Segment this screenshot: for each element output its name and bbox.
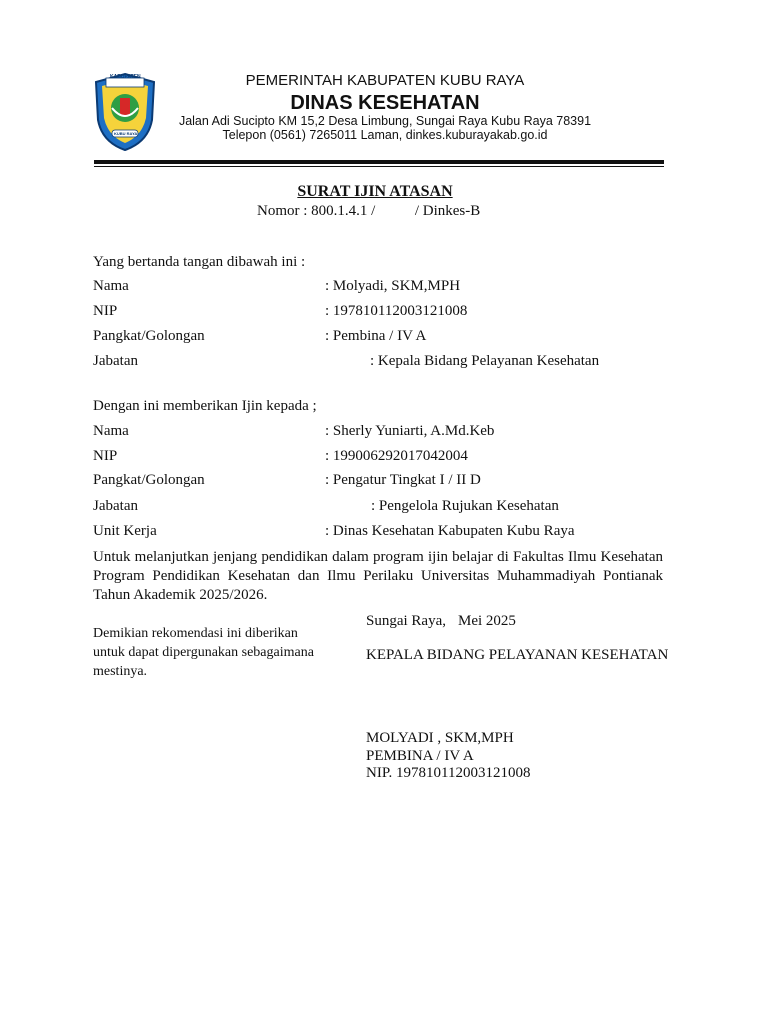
grantee-pangkat-value: : Pengatur Tingkat I / II D <box>325 472 481 488</box>
government-name: PEMERINTAH KABUPATEN KUBU RAYA <box>245 72 525 89</box>
grantee-nama-label: Nama <box>93 423 129 439</box>
signer-pangkat-value: : Pembina / IV A <box>325 328 427 344</box>
signature-name: MOLYADI , SKM,MPH <box>366 730 514 746</box>
agency-contact: Telepon (0561) 7265011 Laman, dinkes.kuburayakab.go.id <box>222 128 548 142</box>
signer-jabatan-label: Jabatan <box>93 353 138 369</box>
signature-place: Sungai Raya, <box>366 613 446 629</box>
number-separator-2: / <box>414 203 420 219</box>
grantee-nama-value: : Sherly Yuniarti, A.Md.Keb <box>325 423 495 439</box>
logo-caption-bottom: KUBU RAYA <box>114 131 138 136</box>
signature-rank: PEMBINA / IV A <box>366 748 474 764</box>
grantee-unit-label: Unit Kerja <box>93 523 157 539</box>
closing-line-1: Demikian rekomendasi ini diberikan <box>93 626 298 641</box>
number-separator-1: / <box>371 203 376 219</box>
grantee-jabatan-label: Jabatan <box>93 498 138 514</box>
grantee-nip-label: NIP <box>93 448 118 464</box>
grantee-unit-value: : Dinas Kesehatan Kabupaten Kubu Raya <box>325 523 575 539</box>
closing-line-3: mestinya. <box>93 664 148 679</box>
signature-date: Mei 2025 <box>458 613 516 629</box>
signer-pangkat-label: Pangkat/Golongan <box>93 328 205 344</box>
header-divider-thin <box>94 166 664 167</box>
closing-line-2: untuk dapat dipergunakan sebagaimana <box>93 645 314 660</box>
regency-logo <box>92 72 158 152</box>
number-code: 800.1.4.1 <box>311 203 368 219</box>
signer-intro: Yang bertanda tangan dibawah ini : <box>93 254 306 270</box>
number-suffix: Dinkes-B <box>422 203 481 219</box>
signer-nama-value: : Molyadi, SKM,MPH <box>325 278 461 294</box>
letter-number <box>257 203 480 220</box>
header-divider-thick <box>94 160 664 164</box>
agency-name: DINAS KESEHATAN <box>290 92 480 114</box>
grantee-pangkat-label: Pangkat/Golongan <box>93 472 205 488</box>
signer-jabatan-value: : Kepala Bidang Pelayanan Kesehatan <box>370 353 600 369</box>
signer-nip-value: : 197810112003121008 <box>325 303 468 319</box>
signer-nip-label: NIP <box>93 303 118 319</box>
grantee-jabatan-value: : Pengelola Rujukan Kesehatan <box>371 498 559 514</box>
grantee-intro: Dengan ini memberikan Ijin kepada ; <box>93 398 317 414</box>
signer-nama-label: Nama <box>93 278 129 294</box>
signature-position: KEPALA BIDANG PELAYANAN KESEHATAN <box>366 647 669 663</box>
logo-caption-top: KABUPATEN <box>110 74 141 80</box>
letter-title: SURAT IJIN ATASAN <box>297 183 453 200</box>
number-label: Nomor : <box>257 203 308 219</box>
agency-address: Jalan Adi Sucipto KM 15,2 Desa Limbung, Sungai Raya Kubu Raya 78391 <box>178 114 592 128</box>
purpose-paragraph: Untuk melanjutkan jenjang pendidikan dalam program ijin belajar di Fakultas Ilmu Kesehatan Program Pendidikan Kesehatan dan Ilmu Perilaku Universitas Muhammadiyah Pontianak Tahun Akademik 2025/2026. <box>93 549 663 603</box>
grantee-nip-value: : 199006292017042004 <box>325 448 468 464</box>
signature-nip: NIP. 197810112003121008 <box>366 765 531 781</box>
